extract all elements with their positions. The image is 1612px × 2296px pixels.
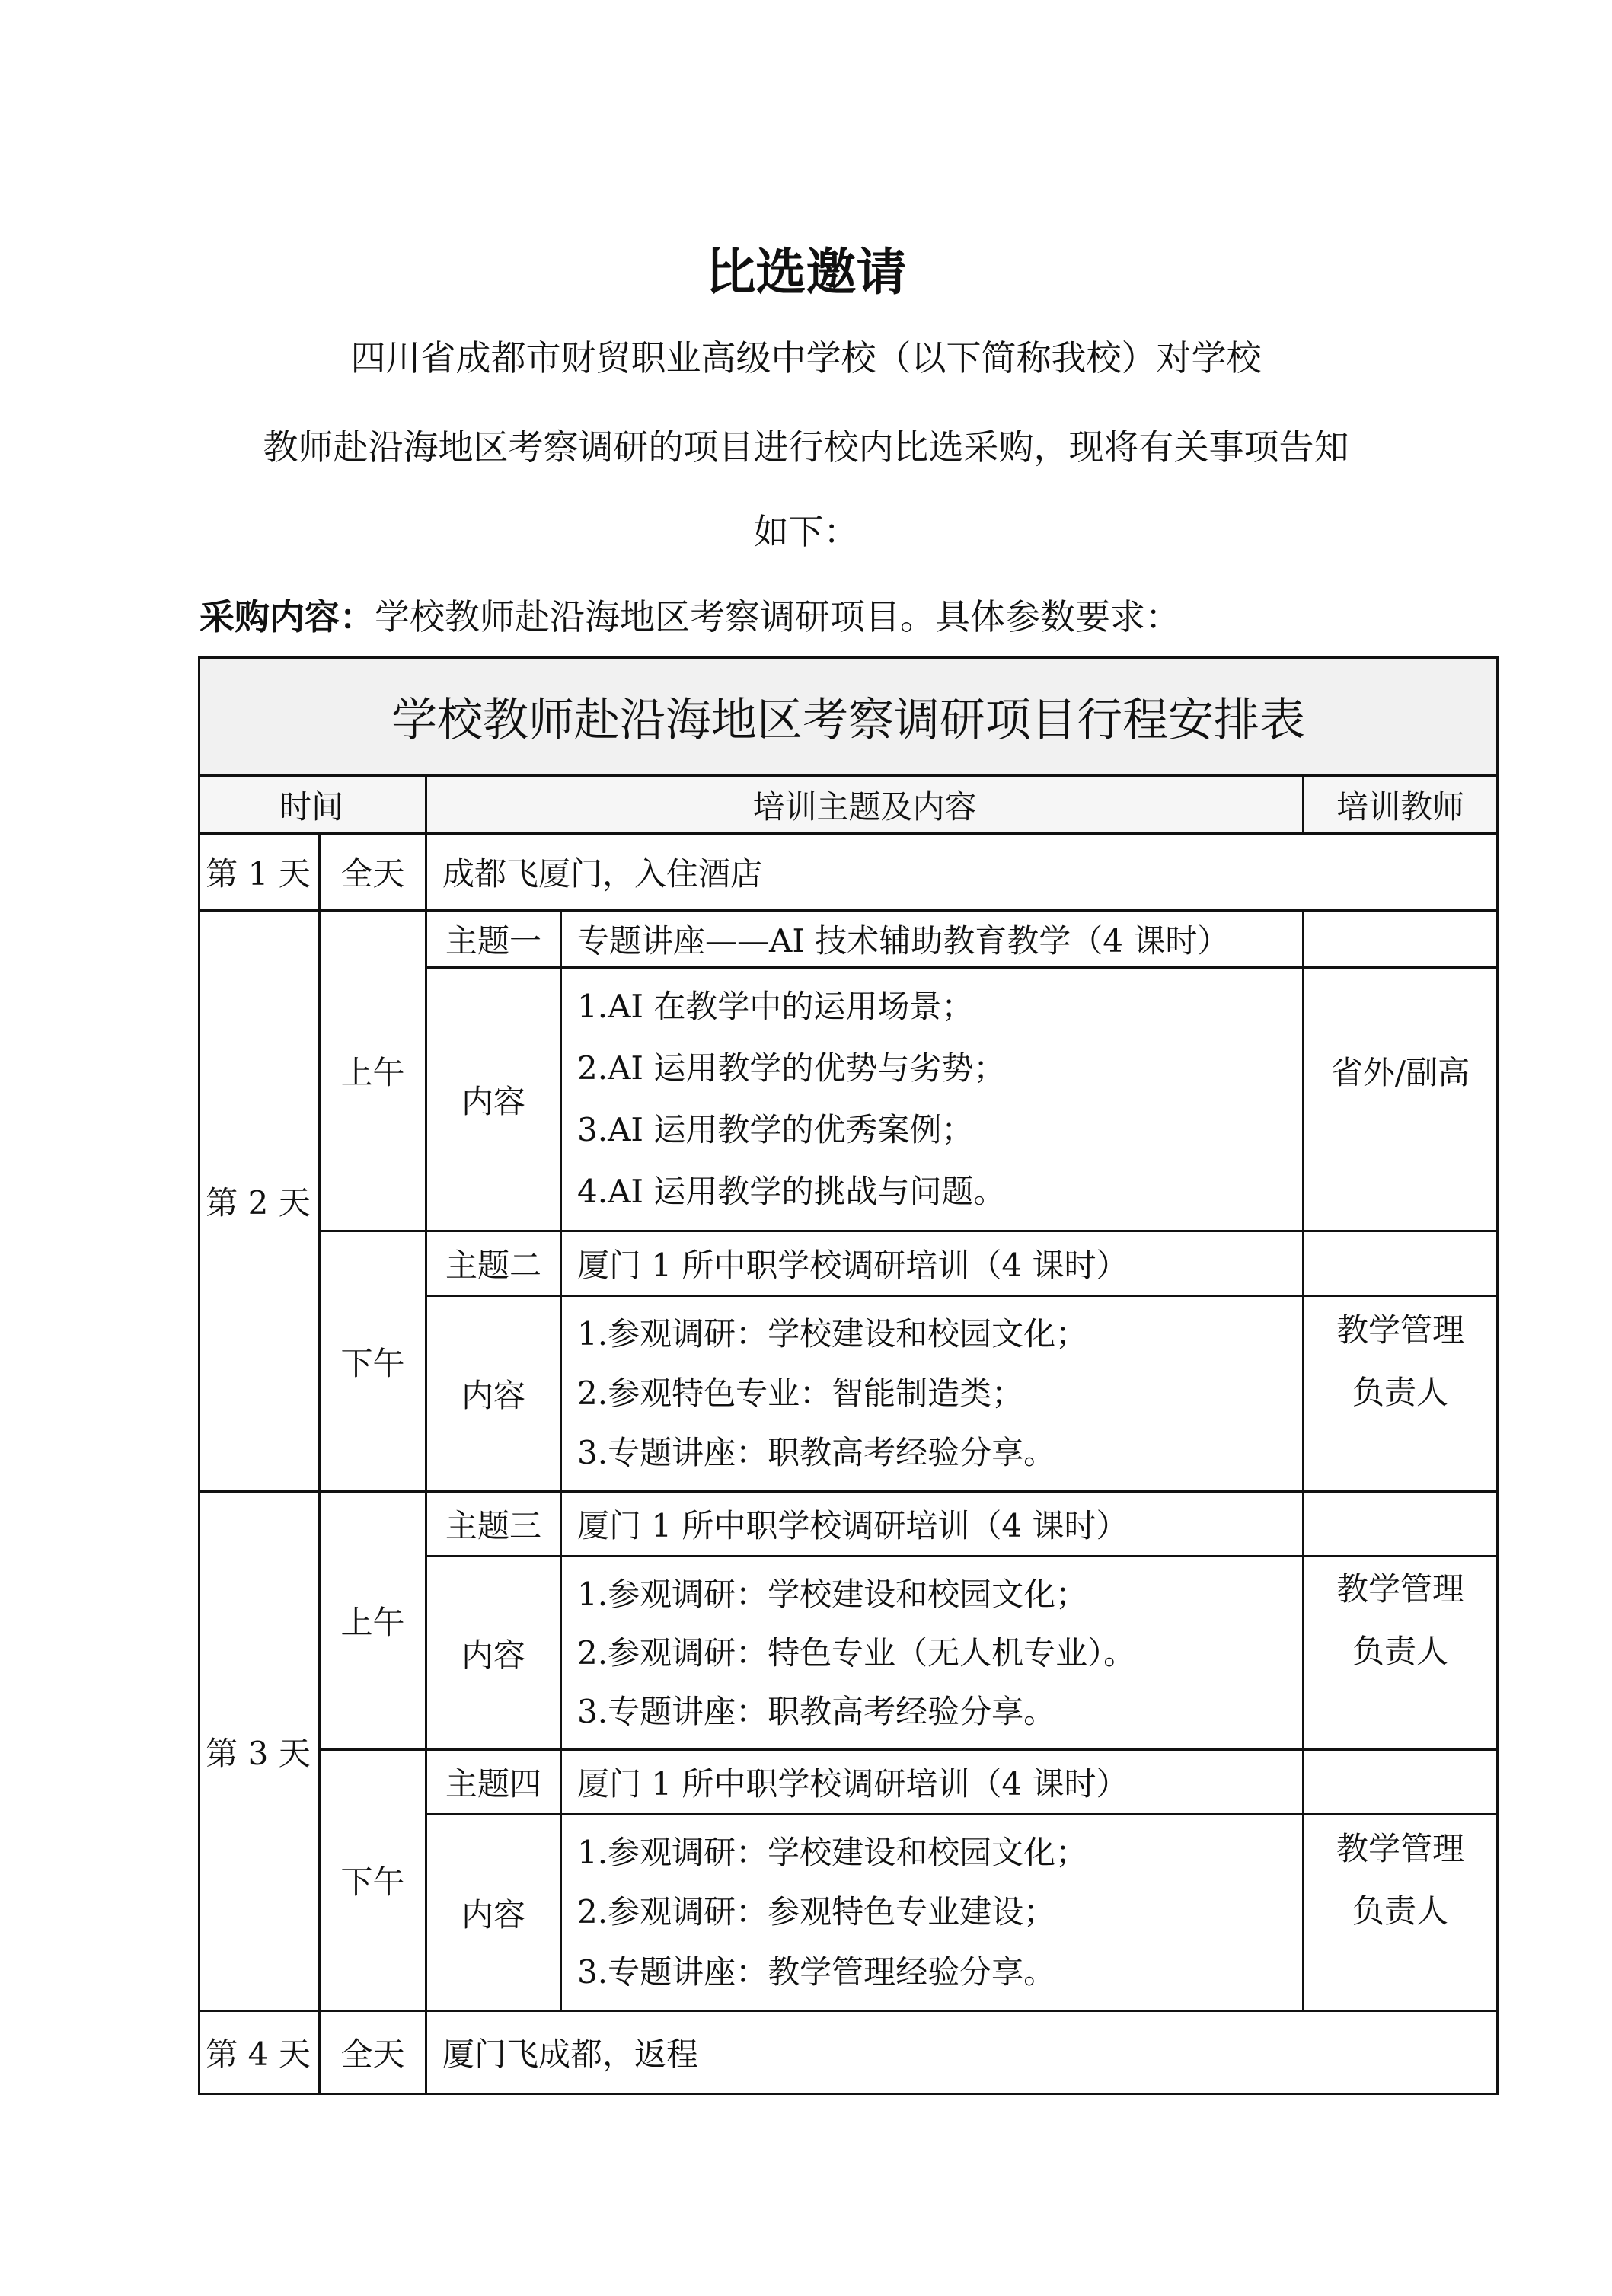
day3-pm-theme: 厦门 1 所中职学校调研培训（4 课时）: [577, 1765, 1128, 1803]
day1-content: 成都飞厦门，入住酒店: [442, 855, 763, 893]
day3-am-period: 上午: [340, 1604, 405, 1641]
day3-am-content-list: [562, 1557, 1302, 1748]
day3-am-theme: 厦门 1 所中职学校调研培训（4 课时）: [577, 1507, 1128, 1544]
list-item: 1.参观调研：学校建设和校园文化；: [577, 1834, 1088, 1872]
day2-am-content-list: [562, 969, 1302, 1230]
day4-period: 全天: [340, 2036, 405, 2073]
table-title: 学校教师赴沿海地区考察调研项目行程安排表: [391, 694, 1305, 747]
procurement-label: 采购内容：: [200, 596, 375, 637]
list-item: 4.AI 运用教学的挑战与问题。: [577, 1172, 1006, 1210]
list-item: 2.参观调研：参观特色专业建设；: [577, 1893, 1056, 1931]
day2-pm-teacher: [1304, 1232, 1496, 1490]
rule: [1496, 656, 1499, 2095]
teacher-line-2: 负责人: [1352, 1373, 1448, 1411]
list-item: 3.专题讲座：职教高考经验分享。: [577, 1692, 1056, 1730]
list-item: 2.参观特色专业：智能制造类；: [577, 1375, 1024, 1412]
day4-label: 第 4 天: [206, 2036, 311, 2073]
day3-pm-content-label: 内容: [461, 1895, 525, 1934]
list-item: 1.参观调研：学校建设和校园文化；: [577, 1315, 1088, 1352]
page-title: 比选邀请: [705, 243, 907, 302]
day2-pm-content-label: 内容: [461, 1377, 525, 1414]
day1-period: 全天: [340, 855, 405, 893]
list-item: 2.AI 运用教学的优势与劣势；: [577, 1049, 1006, 1087]
day2-am-teacher: 省外/副高: [1330, 1054, 1470, 1091]
header-time: 时间: [279, 787, 343, 825]
teacher-line-2: 负责人: [1352, 1633, 1448, 1670]
teacher-line-1: 教学管理: [1336, 1830, 1464, 1867]
list-item: 2.参观调研：特色专业（无人机专业）。: [577, 1633, 1136, 1672]
day2-am-theme-label: 主题一: [445, 922, 541, 960]
day3-pm-content-list: [562, 1815, 1302, 2010]
day2-pm-theme-label: 主题二: [445, 1247, 541, 1284]
day3-pm-period: 下午: [340, 1863, 405, 1901]
day3-am-theme-label: 主题三: [445, 1507, 541, 1544]
day3-pm-theme-label: 主题四: [445, 1765, 541, 1803]
day3-label: 第 3 天: [206, 1734, 311, 1772]
day2-label: 第 2 天: [206, 1184, 311, 1221]
teacher-line-1: 教学管理: [1336, 1570, 1464, 1608]
rule: [198, 2093, 1499, 2095]
day1-label: 第 1 天: [206, 855, 311, 893]
day2-pm-theme: 厦门 1 所中职学校调研培训（4 课时）: [577, 1247, 1128, 1284]
intro-line-2: 教师赴沿海地区考察调研的项目进行校内比选采购，现将有关事项告知: [263, 426, 1349, 468]
day2-am-content-label: 内容: [461, 1082, 525, 1120]
day2-am-theme: 专题讲座——AI 技术辅助教育教学（4 课时）: [577, 922, 1230, 960]
header-teacher: 培训教师: [1336, 787, 1464, 825]
day2-pm-period: 下午: [340, 1344, 405, 1382]
day2-am-period: 上午: [340, 1054, 405, 1091]
list-item: 3.专题讲座：职教高考经验分享。: [577, 1434, 1056, 1471]
teacher-line-2: 负责人: [1352, 1892, 1448, 1930]
day3-pm-teacher: [1304, 1751, 1496, 2010]
day3-am-teacher: [1304, 1493, 1496, 1748]
itinerary-table: [198, 656, 1499, 2095]
procurement-statement: [200, 594, 1180, 640]
list-item: 3.专题讲座：教学管理经验分享。: [577, 1953, 1056, 1991]
teacher-line-1: 教学管理: [1336, 1311, 1464, 1349]
day3-am-content-label: 内容: [461, 1636, 525, 1674]
list-item: 1.参观调研：学校建设和校园文化；: [577, 1575, 1088, 1613]
day2-pm-content-list: [562, 1297, 1302, 1490]
header-topic: 培训主题及内容: [752, 787, 977, 825]
list-item: 1.AI 在教学中的运用场景；: [577, 988, 974, 1026]
list-item: 3.AI 运用教学的优秀案例；: [577, 1110, 974, 1148]
day4-content: 厦门飞成都，返程: [442, 2036, 699, 2073]
intro-line-3: 如下：: [753, 511, 859, 552]
procurement-text: 学校教师赴沿海地区考察调研项目。具体参数要求：: [375, 596, 1180, 637]
intro-line-1: 四川省成都市财贸职业高级中学校（以下简称我校）对学校: [350, 337, 1262, 378]
